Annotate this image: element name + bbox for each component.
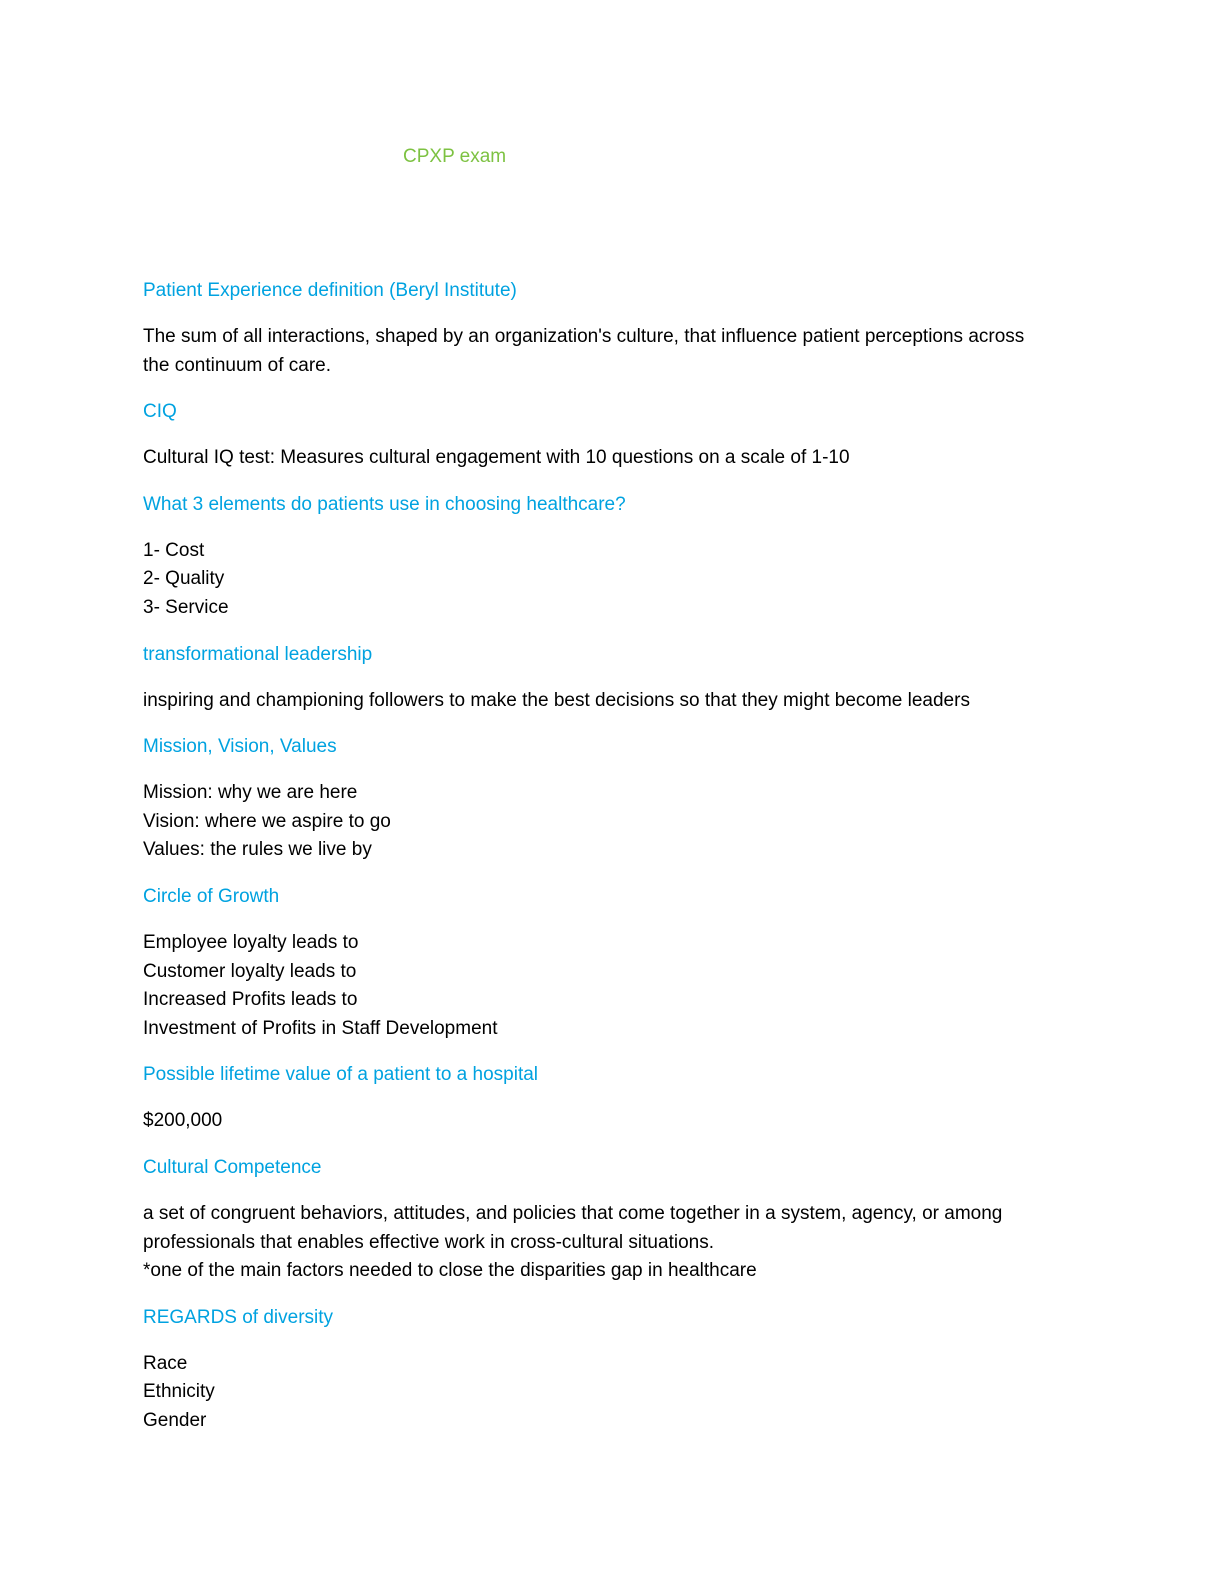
definition (143, 1107, 1083, 1136)
definition-line: Race (143, 1352, 188, 1374)
definition-line: Values: the rules we live by (143, 839, 372, 861)
definition-line: a set of congruent behaviors, attitudes, and policies that come together in a system, agency, or among (143, 1202, 1003, 1224)
definition-line: Increased Profits leads to (143, 989, 358, 1011)
definition-line: $200,000 (143, 1110, 223, 1132)
definition-line: Mission: why we are here (143, 782, 358, 804)
flashcard (143, 642, 1083, 716)
definition-line: Customer loyalty leads to (143, 960, 357, 982)
term: REGARDS of diversity (143, 1306, 334, 1328)
definition (143, 1200, 1083, 1286)
definition-line: professionals that enables effective work in cross-cultural situations. (143, 1231, 714, 1253)
definition-line: 1- Cost (143, 539, 205, 561)
definition-line: Cultural IQ test: Measures cultural engagement with 10 questions on a scale of 1-10 (143, 447, 850, 469)
term: Cultural Competence (143, 1156, 322, 1178)
definition-line: Vision: where we aspire to go (143, 810, 391, 832)
definition (143, 779, 1083, 865)
flashcard (143, 1155, 1083, 1286)
document-title: CPXP exam (403, 146, 507, 167)
definition (143, 323, 1083, 380)
term: CIQ (143, 401, 177, 423)
definition-line: Investment of Profits in Staff Development (143, 1017, 498, 1039)
definition (143, 929, 1083, 1043)
flashcard (143, 1062, 1083, 1136)
flashcard (143, 1305, 1083, 1436)
definition-line: *one of the main factors needed to close the disparities gap in healthcare (143, 1260, 757, 1282)
definition-line: the continuum of care. (143, 354, 331, 376)
definition-line: 3- Service (143, 596, 229, 618)
flashcard (143, 492, 1083, 623)
definition-line: 2- Quality (143, 568, 225, 590)
definition-line: The sum of all interactions, shaped by an organization's culture, that influence patient perceptions across (143, 326, 1025, 347)
definition (143, 537, 1083, 623)
flashcard-list (143, 278, 1083, 1454)
definition (143, 1350, 1083, 1436)
flashcard (143, 734, 1083, 865)
term: What 3 elements do patients use in choosing healthcare? (143, 493, 626, 515)
definition-line: Ethnicity (143, 1381, 215, 1403)
term: Patient Experience definition (Beryl Institute) (143, 280, 517, 301)
definition (143, 687, 1083, 716)
term: Possible lifetime value of a patient to a hospital (143, 1064, 539, 1086)
term: Mission, Vision, Values (143, 736, 337, 758)
flashcard (143, 278, 1083, 380)
definition-line: inspiring and championing followers to make the best decisions so that they might become leaders (143, 689, 970, 711)
flashcard (143, 884, 1083, 1043)
term: transformational leadership (143, 643, 373, 665)
flashcard (143, 399, 1083, 473)
definition-line: Gender (143, 1409, 207, 1431)
definition-line: Employee loyalty leads to (143, 931, 359, 953)
term: Circle of Growth (143, 885, 280, 907)
definition (143, 444, 1083, 473)
